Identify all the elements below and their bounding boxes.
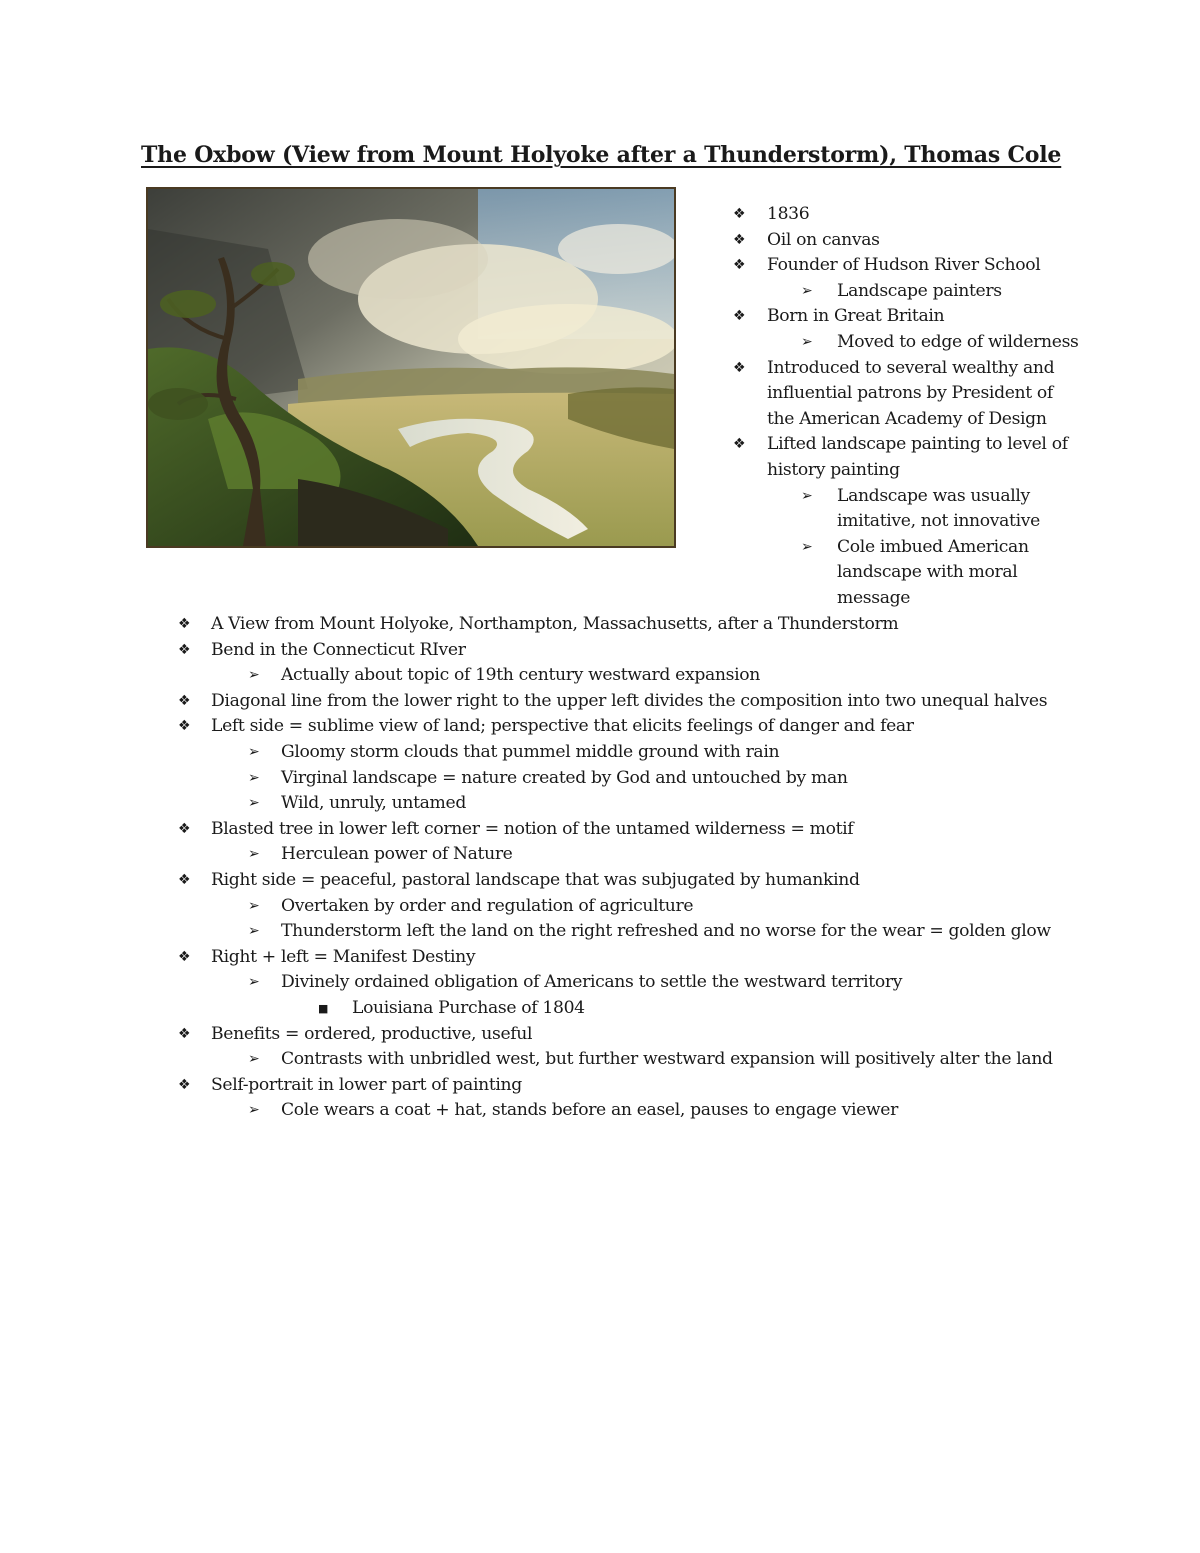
arrowhead-bullet-icon: ➢	[248, 1102, 260, 1119]
list-item	[178, 1022, 1098, 1048]
arrowhead-bullet-icon: ➢	[248, 1051, 260, 1068]
list-item	[178, 842, 1098, 868]
arrowhead-bullet-icon: ➢	[801, 538, 813, 555]
list-item	[733, 356, 1073, 433]
list-item	[178, 766, 1098, 792]
four-point-diamond-bullet-icon: ❖	[178, 692, 191, 709]
bullet-text: Cole wears a coat + hat, stands before an easel, pauses to engage viewer	[281, 1100, 898, 1121]
arrowhead-bullet-icon: ➢	[801, 282, 813, 299]
bullet-text: Landscape was usually imitative, not innovative	[837, 485, 1040, 532]
four-point-diamond-bullet-icon: ❖	[178, 820, 191, 837]
arrowhead-bullet-icon: ➢	[248, 897, 260, 914]
list-item	[178, 740, 1098, 766]
bullet-text: Contrasts with unbridled west, but further westward expansion will positively alter the land	[281, 1049, 1053, 1070]
four-point-diamond-bullet-icon: ❖	[733, 231, 746, 248]
list-item	[178, 1047, 1098, 1073]
bullet-text: Founder of Hudson River School	[767, 255, 1041, 276]
arrowhead-bullet-icon: ➢	[248, 846, 260, 863]
bullet-text: Cole imbued American landscape with moral message	[837, 536, 1029, 608]
bullet-text: Oil on canvas	[767, 229, 880, 250]
bullet-text: Diagonal line from the lower right to the upper left divides the composition into two unequal halves	[211, 690, 1048, 711]
arrowhead-bullet-icon: ➢	[801, 487, 813, 504]
list-item	[178, 791, 1098, 817]
bullet-text: Right + left = Manifest Destiny	[211, 946, 476, 967]
oxbow-painting-illustration	[148, 189, 674, 546]
arrowhead-bullet-icon: ➢	[248, 795, 260, 812]
list-item	[733, 535, 1063, 612]
list-item	[178, 868, 1098, 894]
list-item	[733, 279, 1093, 305]
four-point-diamond-bullet-icon: ❖	[178, 1076, 191, 1093]
bullet-text: Actually about topic of 19th century westward expansion	[281, 665, 760, 686]
bullet-text: Louisiana Purchase of 1804	[352, 997, 585, 1018]
bullet-text: Right side = peaceful, pastoral landscape that was subjugated by humankind	[211, 869, 860, 890]
list-item	[733, 228, 1093, 254]
arrowhead-bullet-icon: ➢	[801, 333, 813, 350]
list-item	[733, 432, 1073, 483]
bullet-text: Born in Great Britain	[767, 306, 945, 327]
four-point-diamond-bullet-icon: ❖	[178, 641, 191, 658]
bullet-text: Lifted landscape painting to level of history painting	[767, 434, 1068, 480]
list-item	[178, 689, 1098, 715]
four-point-diamond-bullet-icon: ❖	[178, 1025, 191, 1042]
list-item	[733, 330, 1093, 356]
arrowhead-bullet-icon: ➢	[248, 667, 260, 684]
four-point-diamond-bullet-icon: ❖	[178, 616, 191, 632]
page-title: The Oxbow (View from Mount Holyoke after a Thunderstorm), Thomas Cole	[141, 142, 1062, 168]
list-item	[178, 1073, 1098, 1099]
four-point-diamond-bullet-icon: ❖	[733, 436, 746, 453]
arrowhead-bullet-icon: ➢	[248, 769, 260, 786]
four-point-diamond-bullet-icon: ❖	[178, 718, 191, 735]
bullet-text: Herculean power of Nature	[281, 844, 513, 865]
list-item	[178, 894, 1098, 920]
list-item	[178, 817, 1098, 843]
list-item	[178, 1098, 1098, 1124]
list-item	[178, 970, 1098, 996]
bullet-text: Self-portrait in lower part of painting	[211, 1074, 522, 1095]
list-item	[733, 253, 1093, 279]
list-item	[733, 484, 1063, 535]
bullet-text: Landscape painters	[837, 280, 1002, 301]
arrowhead-bullet-icon: ➢	[248, 974, 260, 991]
bullet-text: Gloomy storm clouds that pummel middle ground with rain	[281, 741, 780, 762]
list-item	[178, 612, 1098, 638]
bullet-text: Benefits = ordered, productive, useful	[211, 1023, 533, 1044]
bullet-text: 1836	[767, 204, 810, 224]
arrowhead-bullet-icon: ➢	[248, 743, 260, 760]
bullet-text: Virginal landscape = nature created by God and untouched by man	[281, 767, 848, 788]
four-point-diamond-bullet-icon: ❖	[733, 359, 746, 376]
square-bullet-icon: ■	[318, 1001, 329, 1015]
list-item	[178, 945, 1098, 971]
side-bullet-list	[733, 202, 1093, 612]
four-point-diamond-bullet-icon: ❖	[733, 257, 746, 274]
bullet-text: Thunderstorm left the land on the right refreshed and no worse for the wear = golden glow	[281, 921, 1051, 942]
bullet-text: Bend in the Connecticut RIver	[211, 639, 466, 660]
four-point-diamond-bullet-icon: ❖	[178, 871, 191, 888]
bullet-text: Introduced to several wealthy and influential patrons by President of the American Academy of Design	[767, 357, 1055, 429]
list-item	[178, 663, 1098, 689]
list-item	[178, 996, 1098, 1022]
bullet-text: Wild, unruly, untamed	[281, 793, 466, 814]
bullet-text: A View from Mount Holyoke, Northampton, Massachusetts, after a Thunderstorm	[211, 614, 899, 634]
bullet-text: Divinely ordained obligation of Americans to settle the westward territory	[281, 972, 903, 993]
list-item	[178, 919, 1098, 945]
four-point-diamond-bullet-icon: ❖	[733, 206, 746, 222]
list-item	[733, 304, 1093, 330]
main-bullet-list	[178, 612, 1098, 1124]
painting-image	[146, 187, 676, 548]
four-point-diamond-bullet-icon: ❖	[178, 948, 191, 965]
list-item	[733, 202, 1093, 228]
four-point-diamond-bullet-icon: ❖	[733, 308, 746, 325]
list-item	[178, 638, 1098, 664]
list-item	[178, 714, 1098, 740]
bullet-text: Blasted tree in lower left corner = notion of the untamed wilderness = motif	[211, 818, 854, 839]
bullet-text: Moved to edge of wilderness	[837, 331, 1079, 352]
bullet-text: Overtaken by order and regulation of agriculture	[281, 895, 694, 916]
bullet-text: Left side = sublime view of land; perspective that elicits feelings of danger and fear	[211, 716, 914, 737]
arrowhead-bullet-icon: ➢	[248, 923, 260, 940]
